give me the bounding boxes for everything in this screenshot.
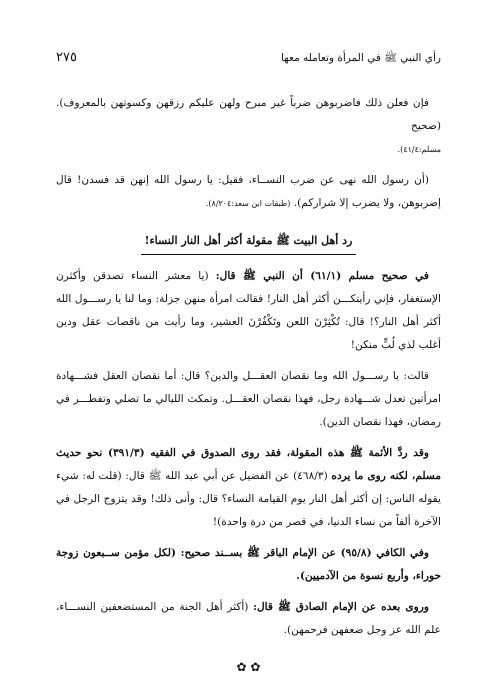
paragraph-4-text: قالت: يا رســـول الله وما نقصان العقـــل والدين؟ قال: أما نقصان العقل فشـــهادة امرأتين تعدل شـــهادة رجل، فهذا نقصان العقـــل. وتمكث الليالي ما تصلي وتفطـــر في رمضان، فهذا نقصان الدين).	[56, 370, 441, 428]
paragraph-6-text: (لكل مؤمن ســبعون زوجة حوراء، وأربع نسوة من الآدميين).	[56, 547, 441, 582]
page-number: ٢٧٥	[56, 50, 77, 65]
paragraph-7-lead: وروى بعده عن الإمام الصادق ﷺ قال:	[253, 601, 429, 613]
paragraph-1-reference: مسلم:٤١/٤).	[397, 145, 441, 154]
paragraph-5-text: (٤٦٨/٣) عن الفضيل عن أبي عبد الله ﷺ قال: (قلت له: شيء يقوله الناس: إن أكثر أهل النار يوم القيامة النساء؟ قال: وأنى ذلك! وقد يتزوج الرجل في الآخرة ألفاً من نساء الدنيا، في قصر من درة واحدة)!	[56, 470, 441, 528]
paragraph-2-text: (أن رسول الله نهى عن ضرب النســاء، فقيل: يا رسول الله إنهن قد فسدن! قال إضربوهن، ولا يضرب إلا شراركم).	[56, 174, 441, 209]
paragraph-6	[56, 542, 441, 588]
paragraph-2	[56, 169, 441, 215]
paragraph-2-reference: (طبقات ابن سعد:٨/٢٠٤).	[205, 199, 291, 208]
paragraph-1	[56, 92, 441, 161]
section-heading: رد أهل البيت ﷺ مقولة أكثر أهل النار النساء!	[141, 229, 357, 255]
section-heading-wrap	[56, 229, 441, 255]
paragraph-5-lead: وقد ردَّ الأئمة ﷺ هذه المقولة، فقد روى الصدوق في الفقيه (٣٩١/٣) نحو حديث مسلم، لكنه روى ما يرده	[56, 447, 441, 482]
paragraph-7-text: (أكثر أهل الجنة من المستضعفين النســـاء، علم الله عز وجل ضعفهن فرحمهن).	[56, 601, 441, 636]
paragraph-3-text: (يا معشر النساء تصدقن وأكثرن الإستغفار، فإني رأيتكـــن أكثر أهل النار! فقالت امرأة منهن جزلة: وما لنا يا رســـول الله أكثر أهل النار؟! قال: تُكْثِرْنَ اللعن وتَكْفُرْنَ العشير، وما رأيت من ناقصات عقل ودين أغلب لذي لُبٍّ منكن!	[56, 270, 441, 351]
paragraph-7	[56, 596, 441, 642]
section-end-ornament: ✿ ✿	[236, 660, 261, 674]
paragraph-5	[56, 442, 441, 534]
paragraph-4	[56, 365, 441, 434]
paragraph-1-text: فإن فعلن ذلك فاضربوهن ضرباً غير مبرح ولهن عليكم رزقهن وكسوتهن بالمعروف). (صحيح	[56, 97, 441, 132]
page-body	[56, 92, 441, 679]
paragraph-3-lead: في صحيح مسلم (٦١/١) أن النبي ﷺ قال:	[215, 270, 429, 282]
paragraph-3	[56, 265, 441, 357]
running-title: رأي النبي ﷺ في المرأة وتعامله معها	[280, 52, 441, 64]
paragraph-6-lead: وفي الكافي (٩٥/٨) عن الإمام الباقر ﷺ بســند صحيح:	[180, 547, 430, 559]
page-header	[56, 50, 441, 72]
